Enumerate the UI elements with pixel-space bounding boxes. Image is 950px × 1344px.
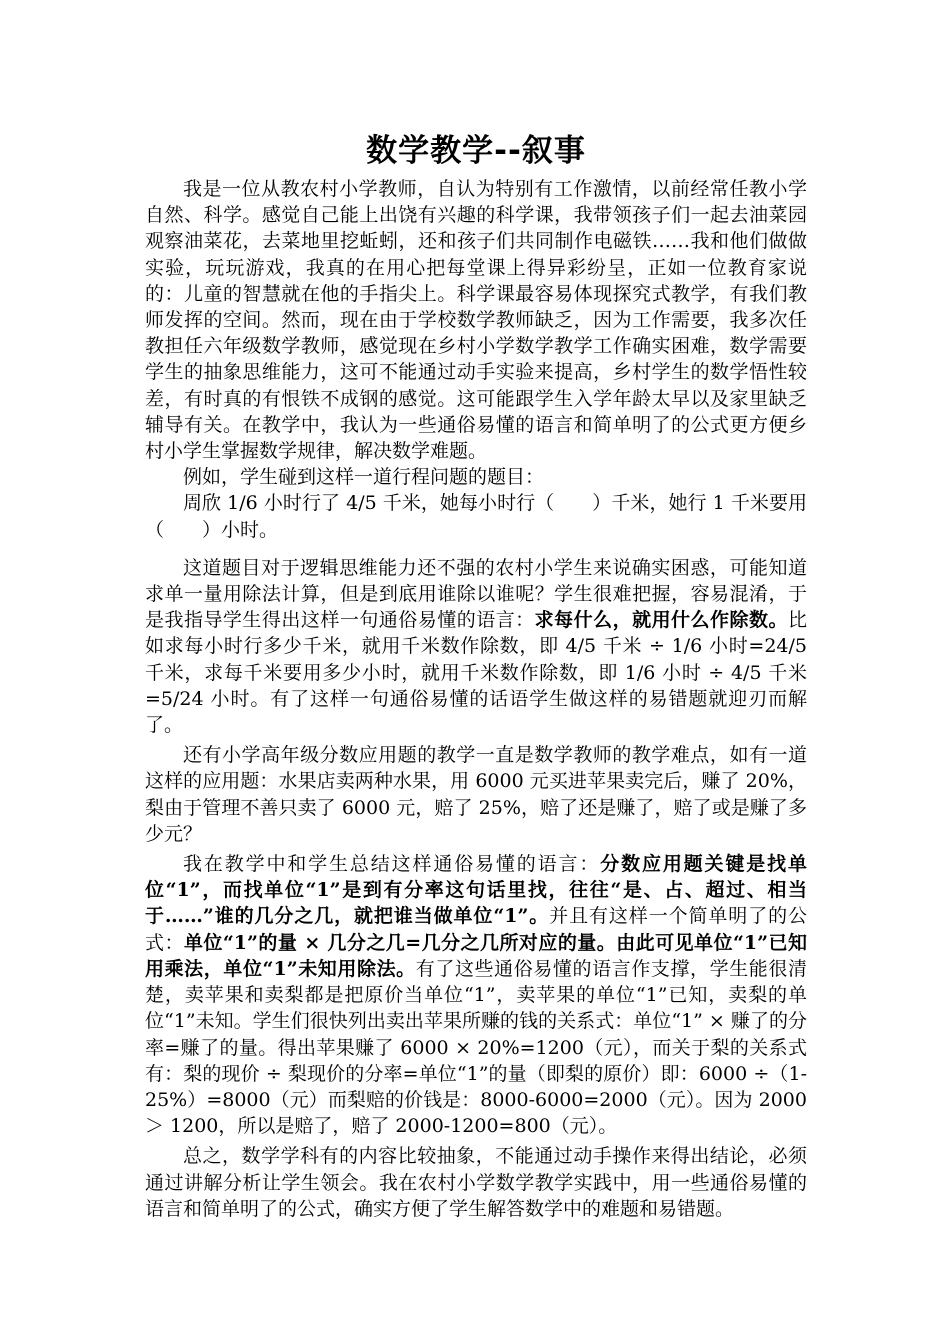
division-rule-text-after: 比如求每小时行多少千米，就用千米数作除数，即 4/5 千米 ÷ 1/6 小时=24/5 千米，求每千米要用多少小时，就用千米数作除数，即 1/6 小时 ÷ 4/5 千米=5/24 小时。有了这样一句通俗易懂的话语学生做这样的易错题就迎刃而解了。	[145, 609, 807, 737]
paragraph-division-rule	[145, 555, 807, 738]
paragraph-example-intro: 例如，学生碰到这样一道行程问题的题目：	[183, 466, 545, 489]
paragraph-conclusion: 总之，数学学科有的内容比较抽象，不能通过动手操作来得出结论，必须通过讲解分析让学生领会。我在农村小学数学教学实践中，用一些通俗易懂的语言和简单明了的公式，确实方便了学生解答数学中的难题和易错题。	[145, 1145, 807, 1220]
unit-one-text-mid: 并且有这样一个简单明了的公式：	[145, 905, 807, 954]
paragraph-travel-problem: 周欣 1/6 小时行了 4/5 千米，她每小时行（ ）千米，她行 1 千米要用（ ）小时。	[145, 492, 807, 541]
paragraph-fruit-problem: 还有小学高年级分数应用题的教学一直是数学教师的教学难点，如有一道这样的应用题：水果店卖两种水果，用 6000 元买进苹果卖完后，赚了 20%，梨由于管理不善只卖了 6000 元，赔了 25%，赔了还是赚了，赔了或是赚了多少元？	[145, 744, 807, 845]
paragraph-intro: 我是一位从教农村小学教师，自认为特别有工作激情，以前经常任教小学自然、科学。感觉自己能上出饶有兴趣的科学课，我带领孩子们一起去油菜园观察油菜花，去菜地里挖蚯蚓，还和孩子们共同制作电磁铁……我和他们做做实验，玩玩游戏，我真的在用心把每堂课上得异彩纷呈，正如一位教育家说的：儿童的智慧就在他的手指尖上。科学课最容易体现探究式教学，有我们教师发挥的空间。然而，现在由于学校数学教师缺乏，因为工作需要，我多次任教担任六年级数学教师，感觉现在乡村小学数学教学工作确实困难，数学需要学生的抽象思维能力，这可不能通过动手实验来提高，乡村学生的数学悟性较差，有时真的有恨铁不成钢的感觉。这可能跟学生入学年龄太早以及家里缺乏辅导有关。在教学中，我认为一些通俗易懂的语言和简单明了的公式更方便乡村小学生掌握数学规律，解决数学难题。	[145, 178, 807, 463]
division-rule-text-before: 这道题目对于逻辑思维能力还不强的农村小学生来说确实困惑，可能知道求单一量用除法计算，但是到底用谁除以谁呢？学生很难把握，容易混淆，于是我指导学生得出这样一句通俗易懂的语言：	[145, 556, 807, 632]
unit-one-text-after: 有了这些通俗易懂的语言作支撑，学生能很清楚，卖苹果和卖梨都是把原价当单位“1”，卖苹果的单位“1”已知，卖梨的单位“1”未知。学生们很快列出卖出苹果所赚的钱的关系式：单位“1” × 赚了的分率=赚了的量。得出苹果赚了 6000 × 20%=1200（元），而关于梨的关系式有：梨的现价 ÷ 梨现价的分率=单位“1”的量（即梨的原价）即：6000 ÷（1-25%）=8000（元）而梨赔的价钱是：8000-6000=2000（元）。因为 2000 ＞ 1200，所以是赔了，赔了 2000-1200=800（元）。	[145, 957, 807, 1138]
unit-one-text-before: 我在教学中和学生总结这样通俗易懂的语言：	[183, 853, 601, 876]
division-rule-bold: 求每什么，就用什么作除数。	[534, 609, 788, 632]
document-title: 数学教学--叙事	[366, 133, 586, 169]
unit-one-bold-formula: 单位“1”的量 × 几分之几=几分之几所对应的量。由此可见单位“1”已知用乘法，单位“1”未知用除法。	[145, 931, 807, 980]
unit-one-bold-rule: 分数应用题关键是找单位“1”，而找单位“1”是到有分率这句话里找，往往“是、占、超过、相当于……”谁的几分之几，就把谁当做单位“1”。	[145, 853, 807, 928]
paragraph-unit-one-rule	[145, 851, 807, 1139]
document-page	[145, 0, 807, 1222]
